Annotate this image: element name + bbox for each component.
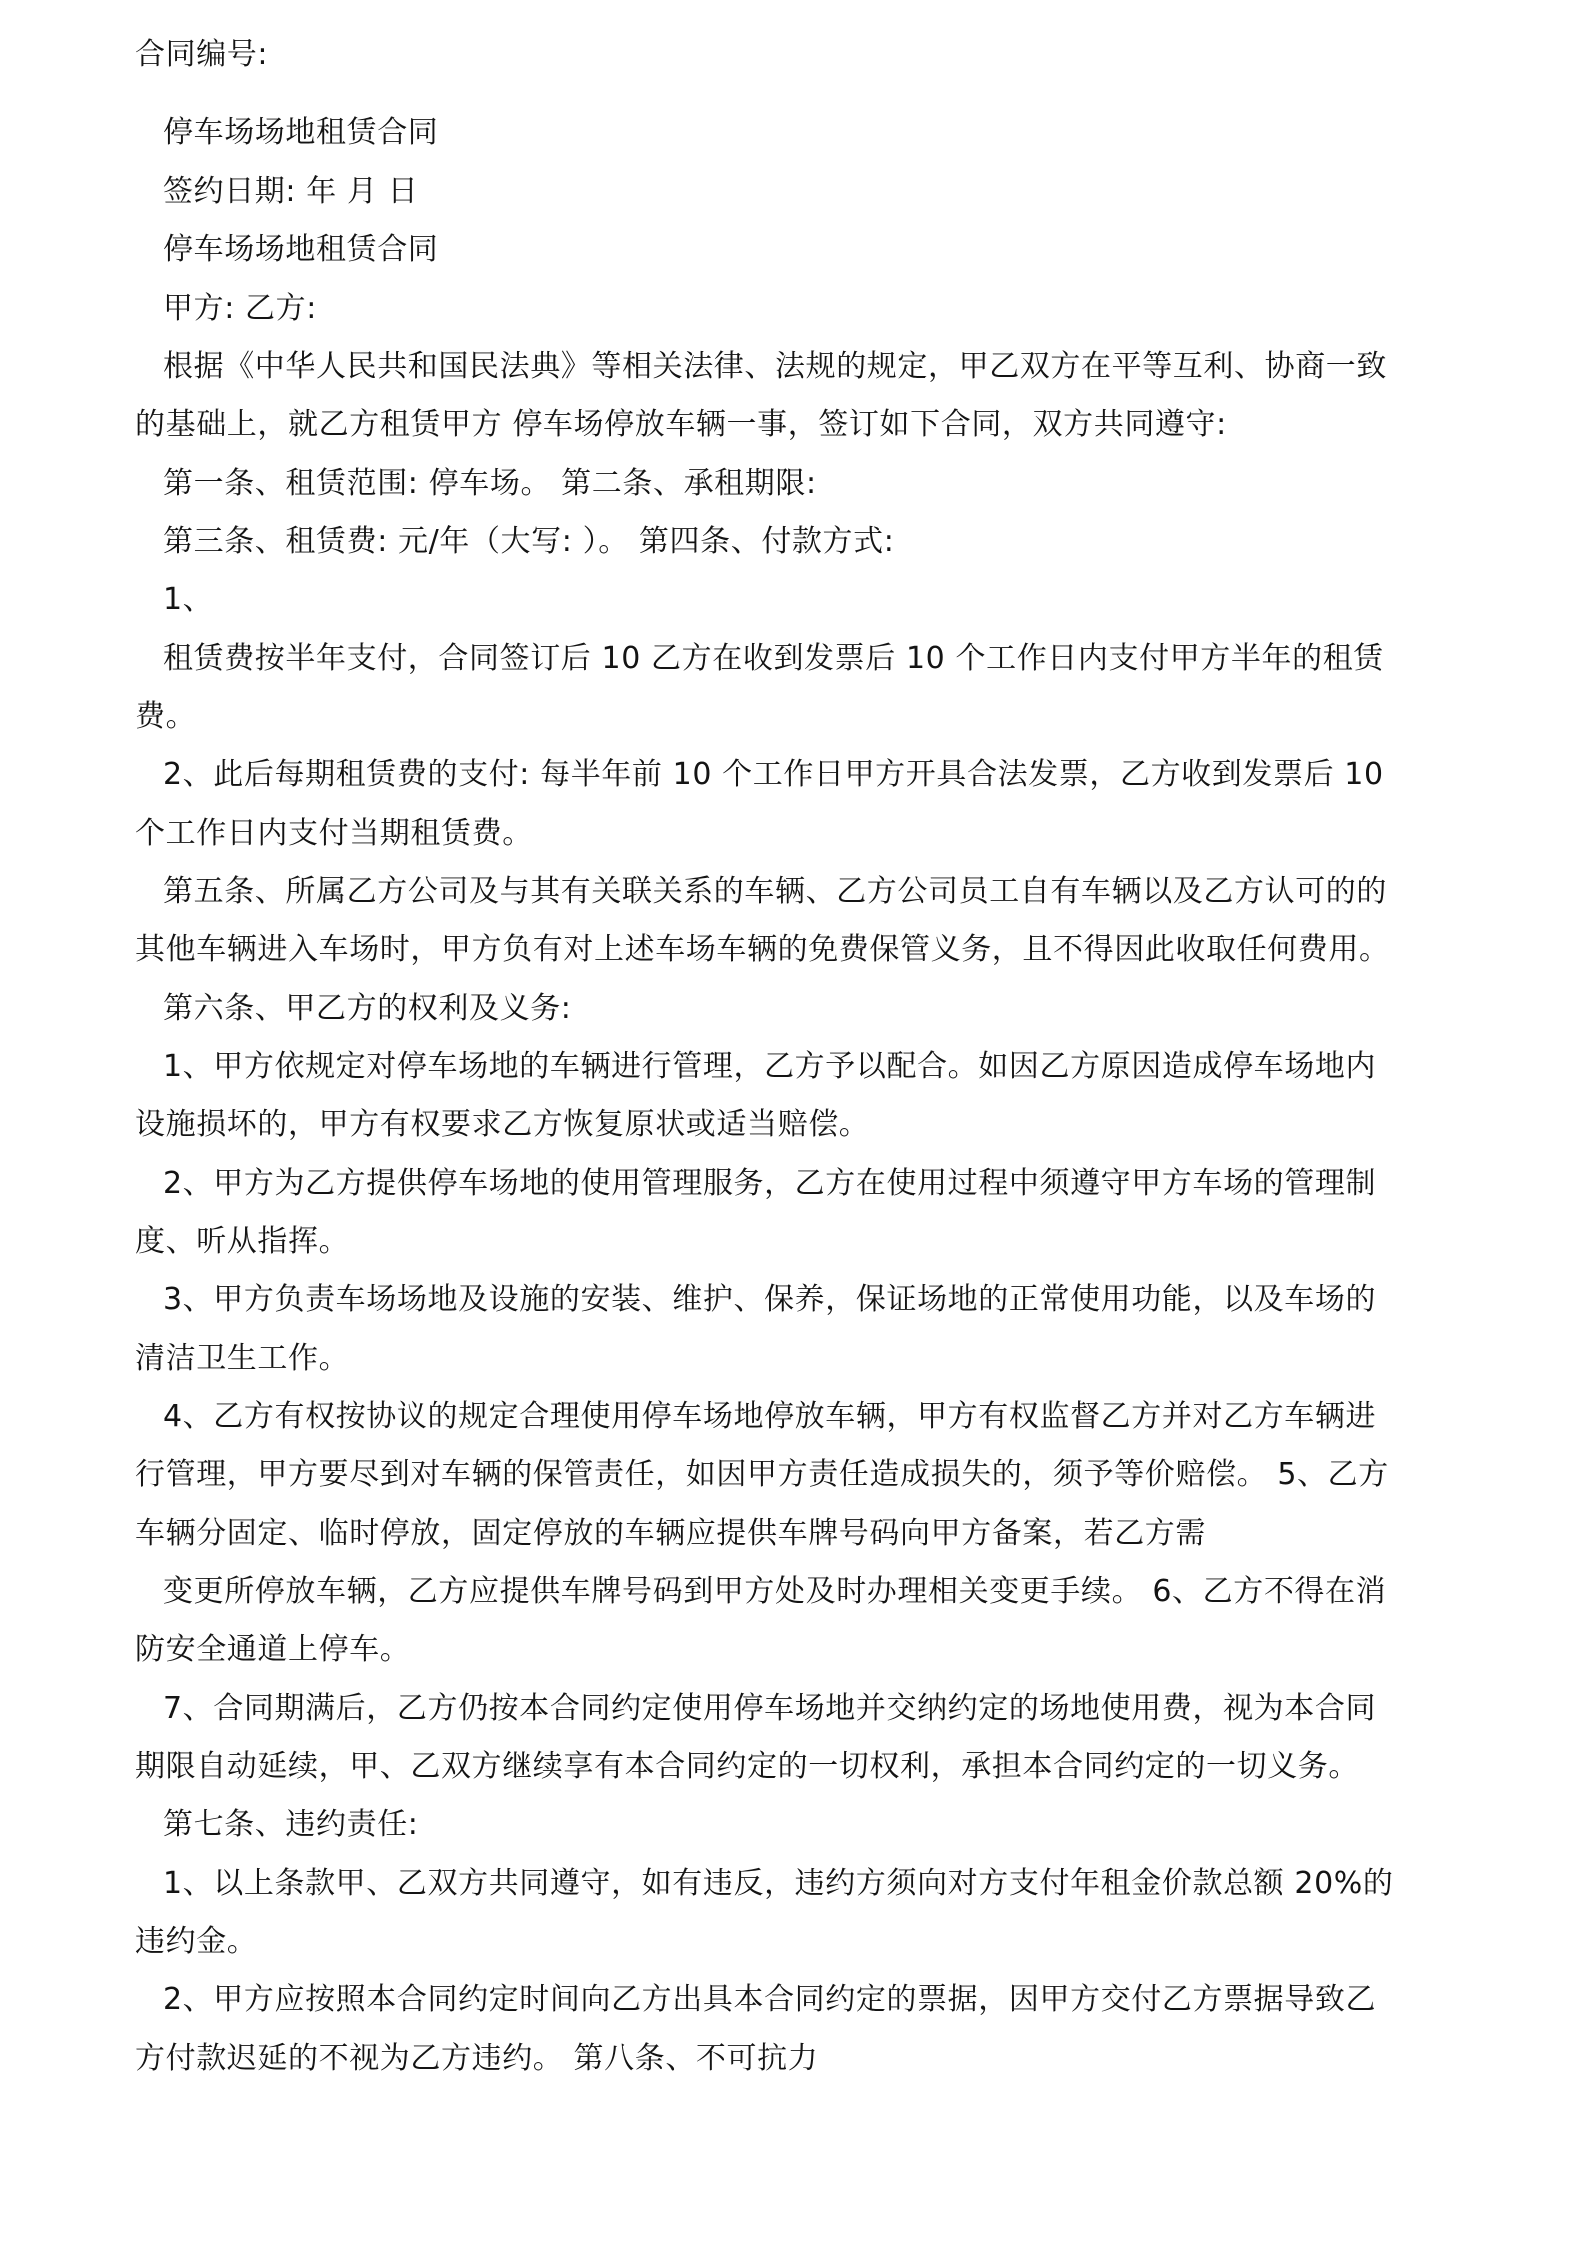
- body-line: 租赁费按半年支付，合同签订后 10 乙方在收到发票后 10 个工作日内支付甲方半年的租赁: [163, 641, 1384, 676]
- contract-heading: 停车场场地租赁合同: [163, 232, 439, 267]
- clause-line: 第三条、租赁费: 元/年（大写: ）。 第四条、付款方式:: [163, 524, 895, 559]
- body-line: 行管理，甲方要尽到对车辆的保管责任，如因甲方责任造成损失的，须予等价赔偿。 5、乙方: [135, 1457, 1389, 1492]
- body-line: 费。: [135, 699, 197, 734]
- clause-line: 第七条、违约责任:: [163, 1807, 419, 1842]
- body-line: 个工作日内支付当期租赁费。: [135, 816, 533, 851]
- body-line: 1、甲方依规定对停车场地的车辆进行管理，乙方予以配合。如因乙方原因造成停车场地内: [163, 1049, 1377, 1084]
- body-line: 1、以上条款甲、乙双方共同遵守，如有违反，违约方须向对方支付年租金价款总额 20%的: [163, 1866, 1394, 1901]
- body-line: 2、此后每期租赁费的支付: 每半年前 10 个工作日甲方开具合法发票，乙方收到发票后 10: [163, 757, 1384, 792]
- body-line: 车辆分固定、临时停放，固定停放的车辆应提供车牌号码向甲方备案，若乙方需: [135, 1516, 1206, 1551]
- body-line: 其他车辆进入车场时，甲方负有对上述车场车辆的免费保管义务，且不得因此收取任何费用。: [135, 932, 1390, 967]
- body-line: 2、甲方应按照本合同约定时间向乙方出具本合同约定的票据，因甲方交付乙方票据导致乙: [163, 1982, 1377, 2017]
- body-line: 违约金。: [135, 1924, 258, 1959]
- body-line: 7、合同期满后，乙方仍按本合同约定使用停车场地并交纳约定的场地使用费，视为本合同: [163, 1691, 1377, 1726]
- body-line: 根据《中华人民共和国民法典》等相关法律、法规的规定，甲乙双方在平等互利、协商一致: [163, 349, 1387, 384]
- body-line: 的基础上，就乙方租赁甲方 停车场停放车辆一事，签订如下合同，双方共同遵守:: [135, 407, 1227, 442]
- contract-number-label: 合同编号:: [135, 37, 269, 72]
- clause-line: 第一条、租赁范围: 停车场。 第二条、承租期限:: [163, 466, 817, 501]
- body-line: 防安全通道上停车。: [135, 1632, 411, 1667]
- body-line: 变更所停放车辆，乙方应提供车牌号码到甲方处及时办理相关变更手续。 6、乙方不得在消: [163, 1574, 1387, 1609]
- item-number: 1、: [163, 582, 214, 617]
- document-title: 停车场场地租赁合同: [163, 115, 439, 150]
- clause-line: 第六条、甲乙方的权利及义务:: [163, 991, 572, 1026]
- body-line: 度、听从指挥。: [135, 1224, 350, 1259]
- body-line: 设施损坏的，甲方有权要求乙方恢复原状或适当赔偿。: [135, 1107, 870, 1142]
- body-line: 2、甲方为乙方提供停车场地的使用管理服务，乙方在使用过程中须遵守甲方车场的管理制: [163, 1166, 1377, 1201]
- sign-date: 签约日期: 年 月 日: [163, 174, 419, 209]
- body-line: 清洁卫生工作。: [135, 1341, 350, 1376]
- parties-line: 甲方: 乙方:: [163, 291, 317, 326]
- clause-line: 第五条、所属乙方公司及与其有关联关系的车辆、乙方公司员工自有车辆以及乙方认可的的: [163, 874, 1387, 909]
- body-line: 方付款迟延的不视为乙方违约。 第八条、不可抗力: [135, 2041, 819, 2076]
- body-line: 3、甲方负责车场场地及设施的安装、维护、保养，保证场地的正常使用功能，以及车场的: [163, 1282, 1377, 1317]
- body-line: 4、乙方有权按协议的规定合理使用停车场地停放车辆，甲方有权监督乙方并对乙方车辆进: [163, 1399, 1377, 1434]
- body-line: 期限自动延续，甲、乙双方继续享有本合同约定的一切权利，承担本合同约定的一切义务。: [135, 1749, 1359, 1784]
